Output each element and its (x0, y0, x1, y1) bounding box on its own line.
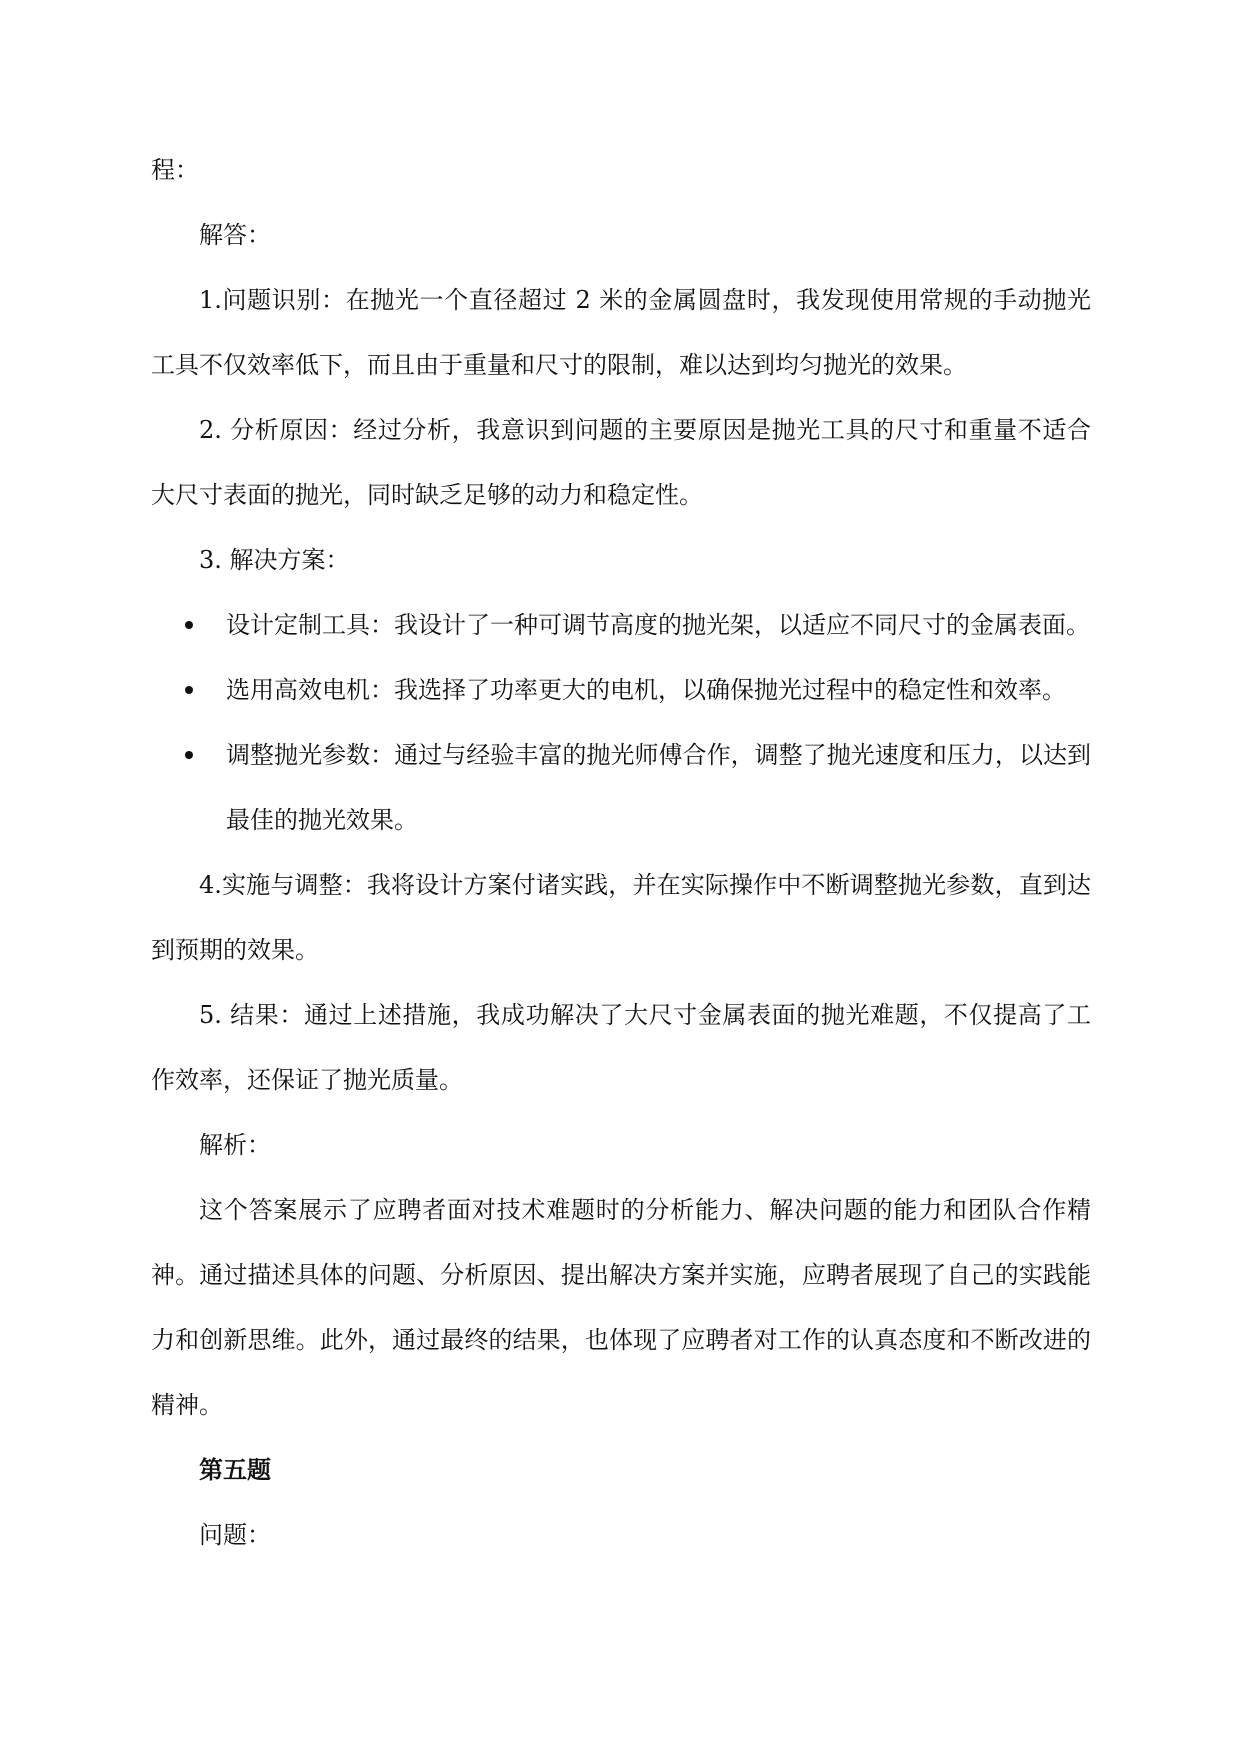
step-2: 2. 分析原因：经过分析，我意识到问题的主要原因是抛光工具的尺寸和重量不适合大尺寸表面的抛光，同时缺乏足够的动力和稳定性。 (151, 416, 1091, 509)
step-5: 5. 结果：通过上述措施，我成功解决了大尺寸金属表面的抛光难题，不仅提高了工作效率，还保证了抛光质量。 (151, 1001, 1091, 1094)
list-item-text: 设计定制工具：我设计了一种可调节高度的抛光架，以适应不同尺寸的金属表面。 (226, 611, 1090, 639)
list-item (151, 658, 1091, 723)
bullet-icon (185, 621, 193, 629)
solution-list (151, 593, 1091, 853)
step-1: 1.问题识别：在抛光一个直径超过 2 米的金属圆盘时，我发现使用常规的手动抛光工具不仅效率低下，而且由于重量和尺寸的限制，难以达到均匀抛光的效果。 (151, 286, 1091, 379)
answer-label: 解答： (199, 221, 271, 249)
step-4: 4.实施与调整：我将设计方案付诸实践，并在实际操作中不断调整抛光参数，直到达到预期的效果。 (151, 871, 1091, 964)
analysis-text: 这个答案展示了应聘者面对技术难题时的分析能力、解决问题的能力和团队合作精神。通过描述具体的问题、分析原因、提出解决方案并实施，应聘者展现了自己的实践能力和创新思维。此外，通过最终的结果，也体现了应聘者对工作的认真态度和不断改进的精神。 (151, 1196, 1091, 1419)
question-label: 问题： (199, 1521, 271, 1549)
analysis-label: 解析： (199, 1131, 271, 1159)
continuation-text: 程： (151, 156, 199, 184)
bullet-icon (185, 751, 193, 759)
step-3: 3. 解决方案： (199, 546, 350, 574)
section-heading: 第五题 (199, 1456, 271, 1484)
document-body (151, 138, 1091, 1568)
list-item (151, 593, 1091, 658)
list-item-text: 选用高效电机：我选择了功率更大的电机，以确保抛光过程中的稳定性和效率。 (226, 676, 1066, 704)
list-item-text: 调整抛光参数：通过与经验丰富的抛光师傅合作，调整了抛光速度和压力，以达到最佳的抛光效果。 (226, 741, 1091, 834)
list-item (151, 723, 1091, 853)
bullet-icon (185, 686, 193, 694)
